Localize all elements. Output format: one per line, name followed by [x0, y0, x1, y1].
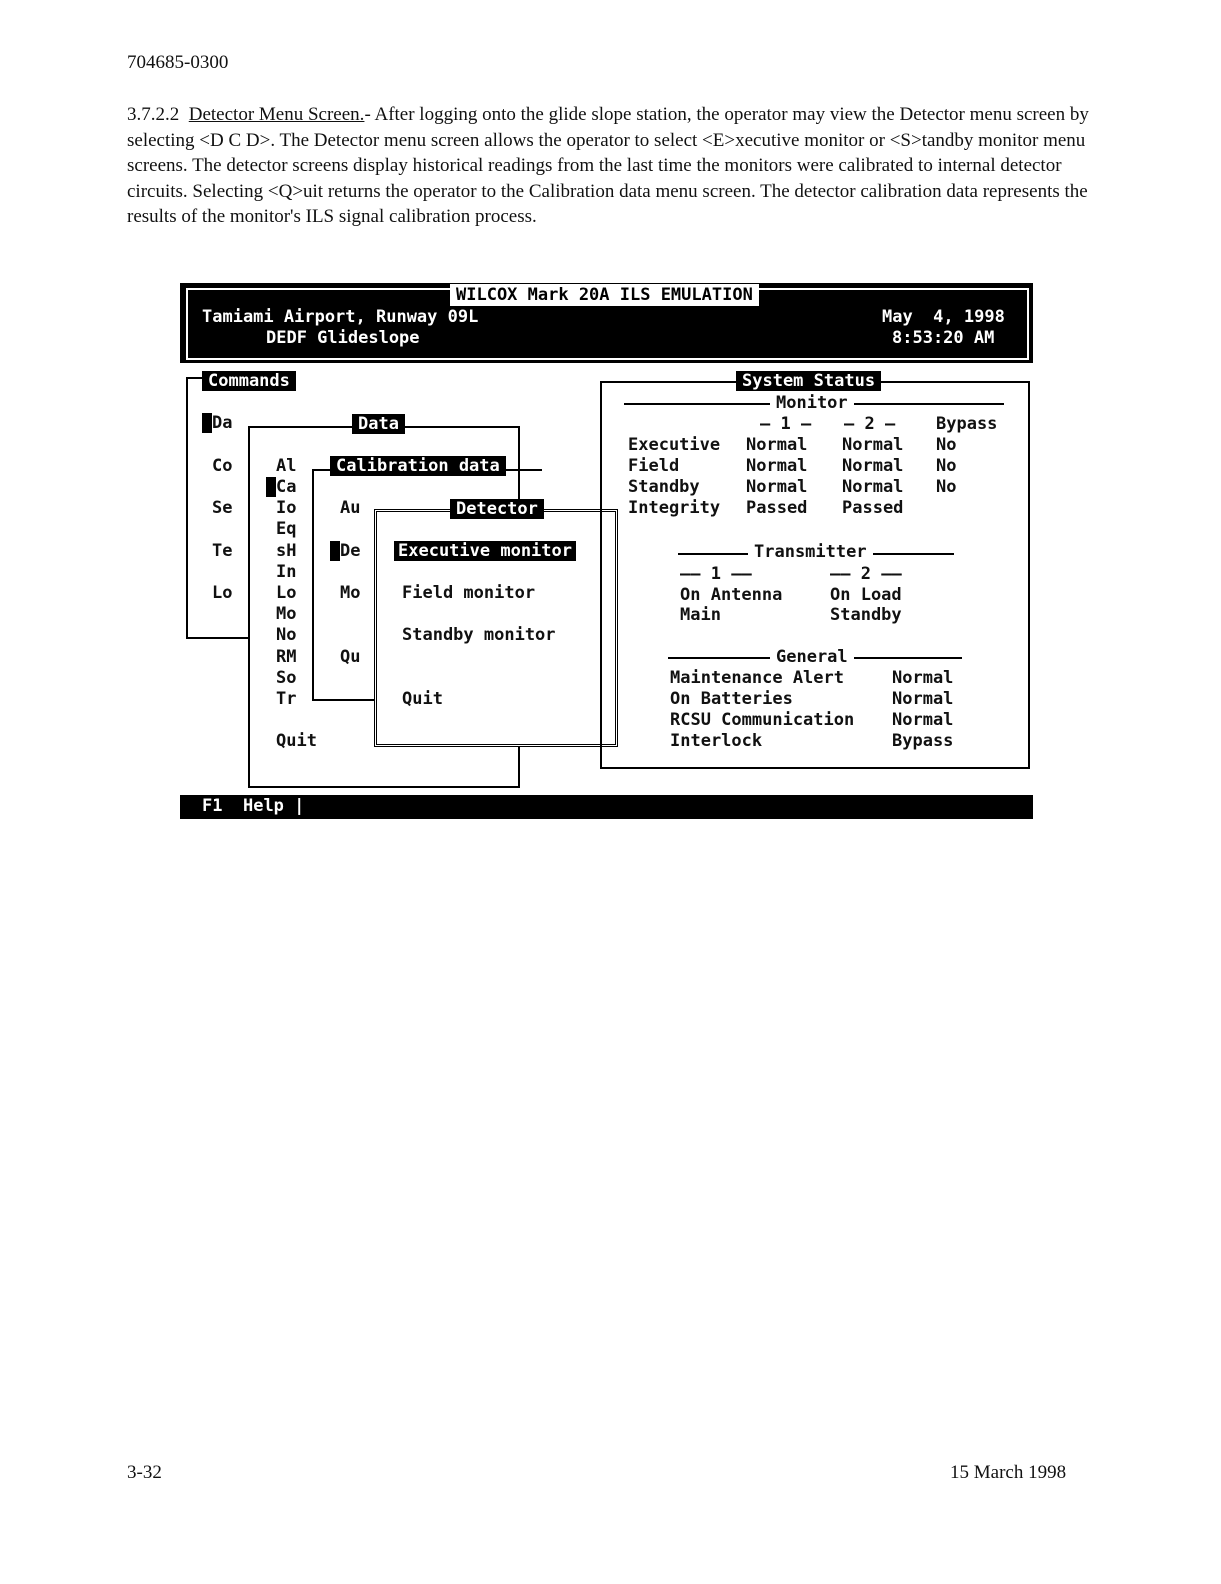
calibration-item-au[interactable]: Au: [340, 498, 361, 518]
general-title: General: [770, 647, 854, 667]
commands-title: [202, 371, 296, 391]
date-label: May 4, 1998: [882, 307, 1005, 327]
calibration-item-de[interactable]: [330, 541, 360, 561]
calibration-item-qu[interactable]: Qu: [340, 647, 361, 667]
transmitter-col-1: —— 1 ——: [680, 564, 752, 584]
detector-item-quit[interactable]: Quit: [402, 689, 443, 709]
data-item-quit[interactable]: Quit: [276, 731, 317, 751]
system-status-title-text: System Status: [736, 371, 881, 391]
general-row-batteries-name: On Batteries: [670, 689, 793, 709]
help-key-label: F1: [202, 796, 223, 816]
general-row-interlock-value: Bypass: [892, 731, 954, 751]
status-bar: [180, 795, 1033, 819]
data-item-ca-label: Ca: [276, 477, 297, 497]
help-label: Help: [242, 796, 284, 816]
document-id: 704685-0300: [127, 52, 229, 73]
data-title-text: Data: [352, 414, 405, 434]
data-item-in[interactable]: In: [276, 562, 297, 582]
general-row-maintenance-value: Normal: [892, 668, 954, 688]
location-label: Tamiami Airport, Runway 09L: [202, 307, 479, 327]
calibration-title-text: Calibration data: [330, 456, 506, 476]
transmitter-2-state: On Load: [830, 585, 902, 605]
monitor-col-bypass: Bypass: [936, 414, 998, 434]
commands-title-text: Commands: [202, 371, 296, 391]
commands-item-lo[interactable]: Lo: [212, 583, 233, 603]
monitor-row-integrity-2: Passed: [842, 498, 904, 518]
monitor-row-standby-2: Normal: [842, 477, 904, 497]
ils-emulation-screenshot: [180, 283, 1033, 819]
monitor-col-1: — 1 —: [760, 414, 812, 434]
help-key[interactable]: F1 Help |: [202, 796, 305, 816]
monitor-row-field-1: Normal: [746, 456, 808, 476]
monitor-row-executive-2: Normal: [842, 435, 904, 455]
general-row-maintenance-name: Maintenance Alert: [670, 668, 844, 688]
window-title: WILCOX Mark 20A ILS EMULATION: [450, 284, 759, 306]
transmitter-title: Transmitter: [748, 542, 873, 562]
monitor-row-integrity-1: Passed: [746, 498, 808, 518]
transmitter-2-role: Standby: [830, 605, 902, 625]
monitor-row-executive-name: Executive: [628, 435, 721, 455]
monitor-row-field-name: Field: [628, 456, 680, 476]
calibration-item-mo[interactable]: Mo: [340, 583, 361, 603]
monitor-row-standby-1: Normal: [746, 477, 808, 497]
time-label: 8:53:20 AM: [892, 328, 995, 348]
section-paragraph: [127, 102, 1089, 230]
monitor-row-field-bypass: No: [936, 456, 957, 476]
data-item-sh[interactable]: sH: [276, 541, 297, 561]
commands-item-te[interactable]: Te: [212, 541, 233, 561]
data-item-rm[interactable]: RM: [276, 647, 297, 667]
transmitter-col-2-label: 2: [860, 564, 871, 584]
commands-item-co[interactable]: Co: [212, 456, 233, 476]
transmitter-1-state: On Antenna: [680, 585, 783, 605]
data-item-io[interactable]: Io: [276, 498, 297, 518]
monitor-row-standby-bypass: No: [936, 477, 957, 497]
system-status-title: [736, 371, 881, 391]
station-label: DEDF Glideslope: [266, 328, 420, 348]
general-row-batteries-value: Normal: [892, 689, 954, 709]
general-row-rcsu-name: RCSU Communication: [670, 710, 855, 730]
data-item-so[interactable]: So: [276, 668, 297, 688]
general-row-rcsu-value: Normal: [892, 710, 954, 730]
detector-item-standby-monitor[interactable]: Standby monitor: [402, 625, 556, 645]
data-item-ca[interactable]: [266, 477, 296, 497]
data-title: [352, 414, 405, 434]
data-item-eq[interactable]: Eq: [276, 519, 297, 539]
general-row-interlock-name: Interlock: [670, 731, 763, 751]
calibration-title: [330, 456, 506, 476]
monitor-row-integrity-name: Integrity: [628, 498, 721, 518]
data-item-no[interactable]: No: [276, 625, 297, 645]
data-item-tr[interactable]: Tr: [276, 689, 297, 709]
data-item-al[interactable]: Al: [276, 456, 297, 476]
transmitter-1-role: Main: [680, 605, 721, 625]
monitor-col-2: — 2 —: [844, 414, 896, 434]
section-body: - After logging onto the glide slope station, the operator may view the Detector menu screen by selecting <D C D>. The Detector menu screen allows the operator to select <E>xecutive monitor or <S>tandby monitor menu screens. The detector screens display historical readings from the last time the monitors were calibrated to internal detector circuits. Selecting <Q>uit returns the operator to the Calibration data menu screen. The detector calibration data represents the results of the monitor's ILS signal calibration process.: [127, 104, 1089, 228]
monitor-row-field-2: Normal: [842, 456, 904, 476]
monitor-title: Monitor: [770, 393, 854, 413]
monitor-row-executive-1: Normal: [746, 435, 808, 455]
screen-header: [180, 283, 1033, 363]
commands-item-se[interactable]: Se: [212, 498, 233, 518]
section-number: 3.7.2.2: [127, 104, 180, 125]
section-title: Detector Menu Screen.: [188, 104, 365, 125]
detector-item-executive-monitor-label: Executive monitor: [394, 541, 576, 561]
detector-item-field-monitor[interactable]: Field monitor: [402, 583, 536, 603]
monitor-row-standby-name: Standby: [628, 477, 700, 497]
detector-item-executive-monitor[interactable]: [394, 541, 576, 561]
document-date: 15 March 1998: [950, 1462, 1067, 1483]
calibration-item-de-label: De: [340, 541, 361, 561]
monitor-col-1-label: 1: [780, 414, 791, 434]
data-item-mo[interactable]: Mo: [276, 604, 297, 624]
transmitter-col-2: —— 2 ——: [830, 564, 902, 584]
commands-item-data-label: Da: [212, 413, 233, 433]
commands-item-data[interactable]: [202, 413, 232, 433]
detector-title: [450, 499, 544, 519]
page-number: 3-32: [127, 1462, 162, 1483]
data-item-lo[interactable]: Lo: [276, 583, 297, 603]
monitor-col-2-label: 2: [864, 414, 875, 434]
transmitter-col-1-label: 1: [710, 564, 721, 584]
detector-title-text: Detector: [450, 499, 544, 519]
monitor-row-executive-bypass: No: [936, 435, 957, 455]
